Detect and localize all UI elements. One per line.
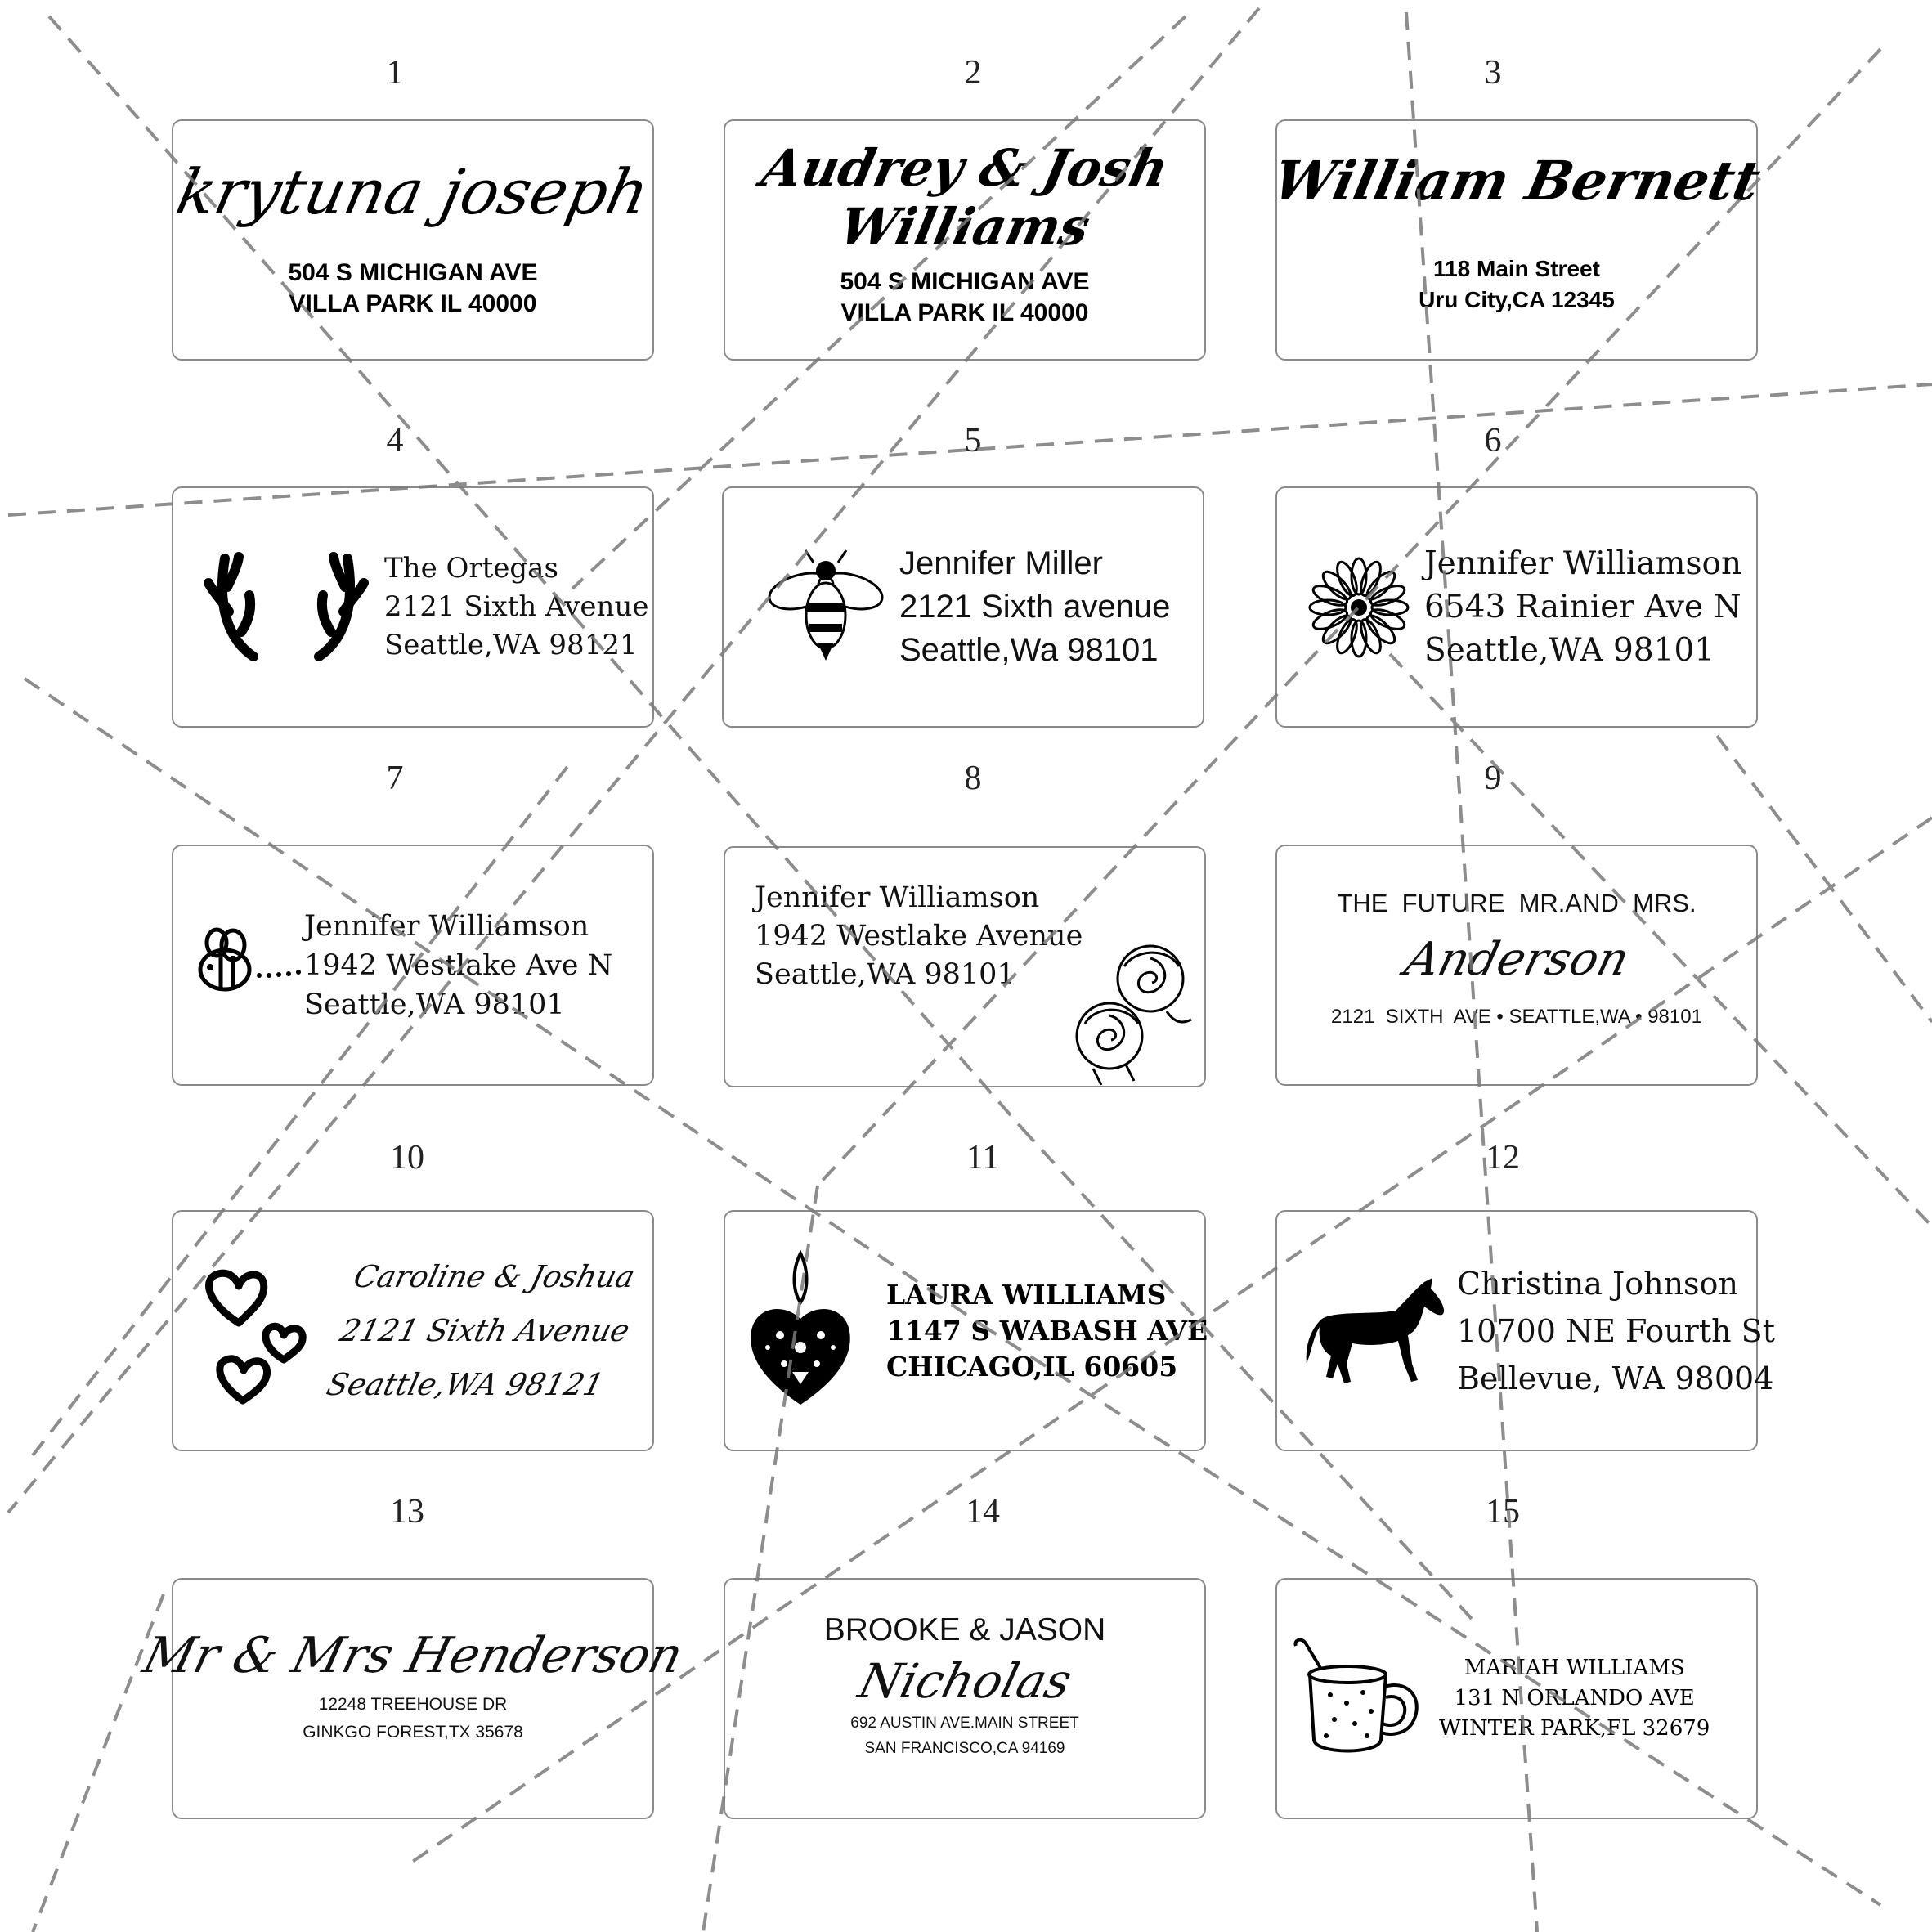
- label-number: 8: [964, 760, 982, 797]
- address-line: GINKGO FOREST,TX 35678: [303, 1723, 523, 1741]
- label-number: 13: [390, 1493, 424, 1531]
- address-line: Jennifer Williamson: [755, 881, 1040, 914]
- flower-icon: [1293, 554, 1424, 661]
- address-line: Christina Johnson: [1457, 1265, 1738, 1302]
- address-line: Jennifer Williamson: [1424, 545, 1742, 582]
- address-line: 692 AUSTIN AVE.MAIN STREET: [850, 1715, 1079, 1732]
- address-line: LAURA WILLIAMS: [886, 1278, 1167, 1311]
- address-line: Seattle,WA 98101: [304, 988, 565, 1021]
- label-card-1[interactable]: [172, 119, 654, 361]
- address-line: 6543 Rainier Ave N: [1424, 589, 1741, 625]
- label-card-5[interactable]: [722, 486, 1204, 728]
- address-line: 504 S MICHIGAN AVE: [840, 268, 1090, 295]
- address-line: Bellevue, WA 98004: [1457, 1360, 1774, 1396]
- label-number: 15: [1486, 1493, 1520, 1531]
- label-number: 4: [386, 422, 404, 459]
- label-card-8[interactable]: [724, 846, 1206, 1087]
- antlers-icon: [188, 550, 384, 665]
- address-block: [384, 549, 648, 665]
- label-number: 2: [964, 54, 982, 92]
- address-line: Seattle,WA 98121: [384, 629, 638, 661]
- address-block: [1439, 1653, 1710, 1744]
- address-block: [304, 907, 612, 1024]
- address-line: 2121 Sixth Avenue: [384, 590, 649, 623]
- bee-icon: [728, 546, 924, 669]
- label-number: 11: [966, 1139, 1000, 1177]
- label-card-11[interactable]: [724, 1210, 1206, 1451]
- address-line: Seattle,Wa 98101: [899, 632, 1159, 668]
- label-number: 12: [1486, 1139, 1520, 1177]
- address-line: Uru City,CA 12345: [1419, 287, 1615, 312]
- address-line: 2121 Sixth avenue: [899, 589, 1171, 625]
- ornament-icon: [743, 1249, 858, 1413]
- label-name-line: Audrey & Josh: [756, 138, 1174, 198]
- label-number: 6: [1484, 422, 1502, 459]
- label-number: 7: [386, 760, 404, 797]
- label-card-12[interactable]: [1275, 1210, 1775, 1451]
- address-line: 1147 S WABASH AVE: [886, 1314, 1208, 1347]
- address-line: WINTER PARK,FL 32679: [1439, 1716, 1710, 1741]
- address-line: Jennifer Miller: [899, 545, 1103, 581]
- label-number: 5: [964, 422, 982, 459]
- label-card-3[interactable]: [1267, 119, 1766, 361]
- address-line: 2121 Sixth Avenue: [336, 1312, 634, 1348]
- address-line: Seattle,WA 98101: [1424, 632, 1715, 669]
- label-number: 10: [390, 1139, 424, 1177]
- label-number: 1: [386, 54, 404, 92]
- roses-icon: [1060, 934, 1199, 1092]
- label-number: 3: [1484, 54, 1502, 92]
- label-card-10[interactable]: [172, 1210, 654, 1451]
- label-card-2[interactable]: [724, 119, 1206, 361]
- label-heading: BROOKE & JASON: [823, 1612, 1106, 1647]
- mug-icon: [1285, 1634, 1441, 1764]
- flying-bee-icon: [196, 925, 311, 1006]
- address-line: SAN FRANCISCO,CA 94169: [864, 1740, 1065, 1757]
- label-card-15[interactable]: [1275, 1578, 1758, 1819]
- address-line: MARIAH WILLIAMS: [1464, 1656, 1685, 1680]
- address-line: 1942 Westlake Avenue: [755, 920, 1083, 953]
- label-card-13[interactable]: [137, 1578, 688, 1819]
- label-name: Mr & Mrs Henderson: [137, 1627, 688, 1684]
- address-block: [1424, 542, 1741, 672]
- address-line: CHICAGO,IL 60605: [886, 1350, 1178, 1383]
- address-block: [303, 1691, 523, 1746]
- hearts-icon: [194, 1257, 325, 1405]
- address-line: 118 Main Street: [1433, 256, 1600, 281]
- label-heading: THE FUTURE MR.AND MRS.: [1337, 889, 1697, 917]
- address-line: VILLA PARK IL 40000: [840, 299, 1089, 326]
- label-card-7[interactable]: [172, 845, 654, 1086]
- address-block: [850, 1710, 1078, 1761]
- label-name: krytuna joseph: [170, 155, 656, 228]
- address-line: 2121 SIXTH AVE • SEATTLE,WA • 98101: [1331, 1006, 1702, 1028]
- address-line: 131 N ORLANDO AVE: [1454, 1686, 1695, 1710]
- label-card-6[interactable]: [1275, 486, 1758, 728]
- address-line: 12248 TREEHOUSE DR: [318, 1695, 508, 1714]
- label-card-9[interactable]: [1275, 845, 1758, 1086]
- address-line: 10700 NE Fourth St: [1457, 1312, 1775, 1349]
- label-number: 14: [966, 1493, 1000, 1531]
- address-line: 1942 Westlake Ave N: [304, 948, 613, 982]
- address-block: [899, 542, 1170, 672]
- address-line: Caroline & Joshua: [350, 1258, 639, 1294]
- label-card-4[interactable]: [172, 486, 654, 728]
- address-block: [840, 267, 1089, 329]
- address-block: [886, 1277, 1208, 1385]
- address-line: Seattle,WA 98121: [323, 1366, 607, 1402]
- address-line: VILLA PARK IL 40000: [289, 290, 537, 317]
- address-block: [288, 258, 537, 320]
- address-block: [1419, 253, 1615, 316]
- address-line: Seattle,WA 98101: [755, 958, 1015, 991]
- horse-icon: [1293, 1274, 1457, 1388]
- address-line: 504 S MICHIGAN AVE: [288, 259, 538, 286]
- label-name: Anderson: [1399, 933, 1634, 986]
- address-block: [755, 879, 1083, 994]
- address-block: [1457, 1260, 1775, 1402]
- label-number: 9: [1484, 760, 1502, 797]
- address-line: Jennifer Williamson: [304, 909, 589, 943]
- label-card-14[interactable]: [724, 1578, 1206, 1819]
- address-line: The Ortegas: [384, 552, 558, 585]
- label-name: William Bernett: [1267, 149, 1766, 213]
- label-name: Nicholas: [853, 1653, 1077, 1709]
- address-block: [321, 1250, 648, 1412]
- label-name-line: Williams: [834, 197, 1096, 257]
